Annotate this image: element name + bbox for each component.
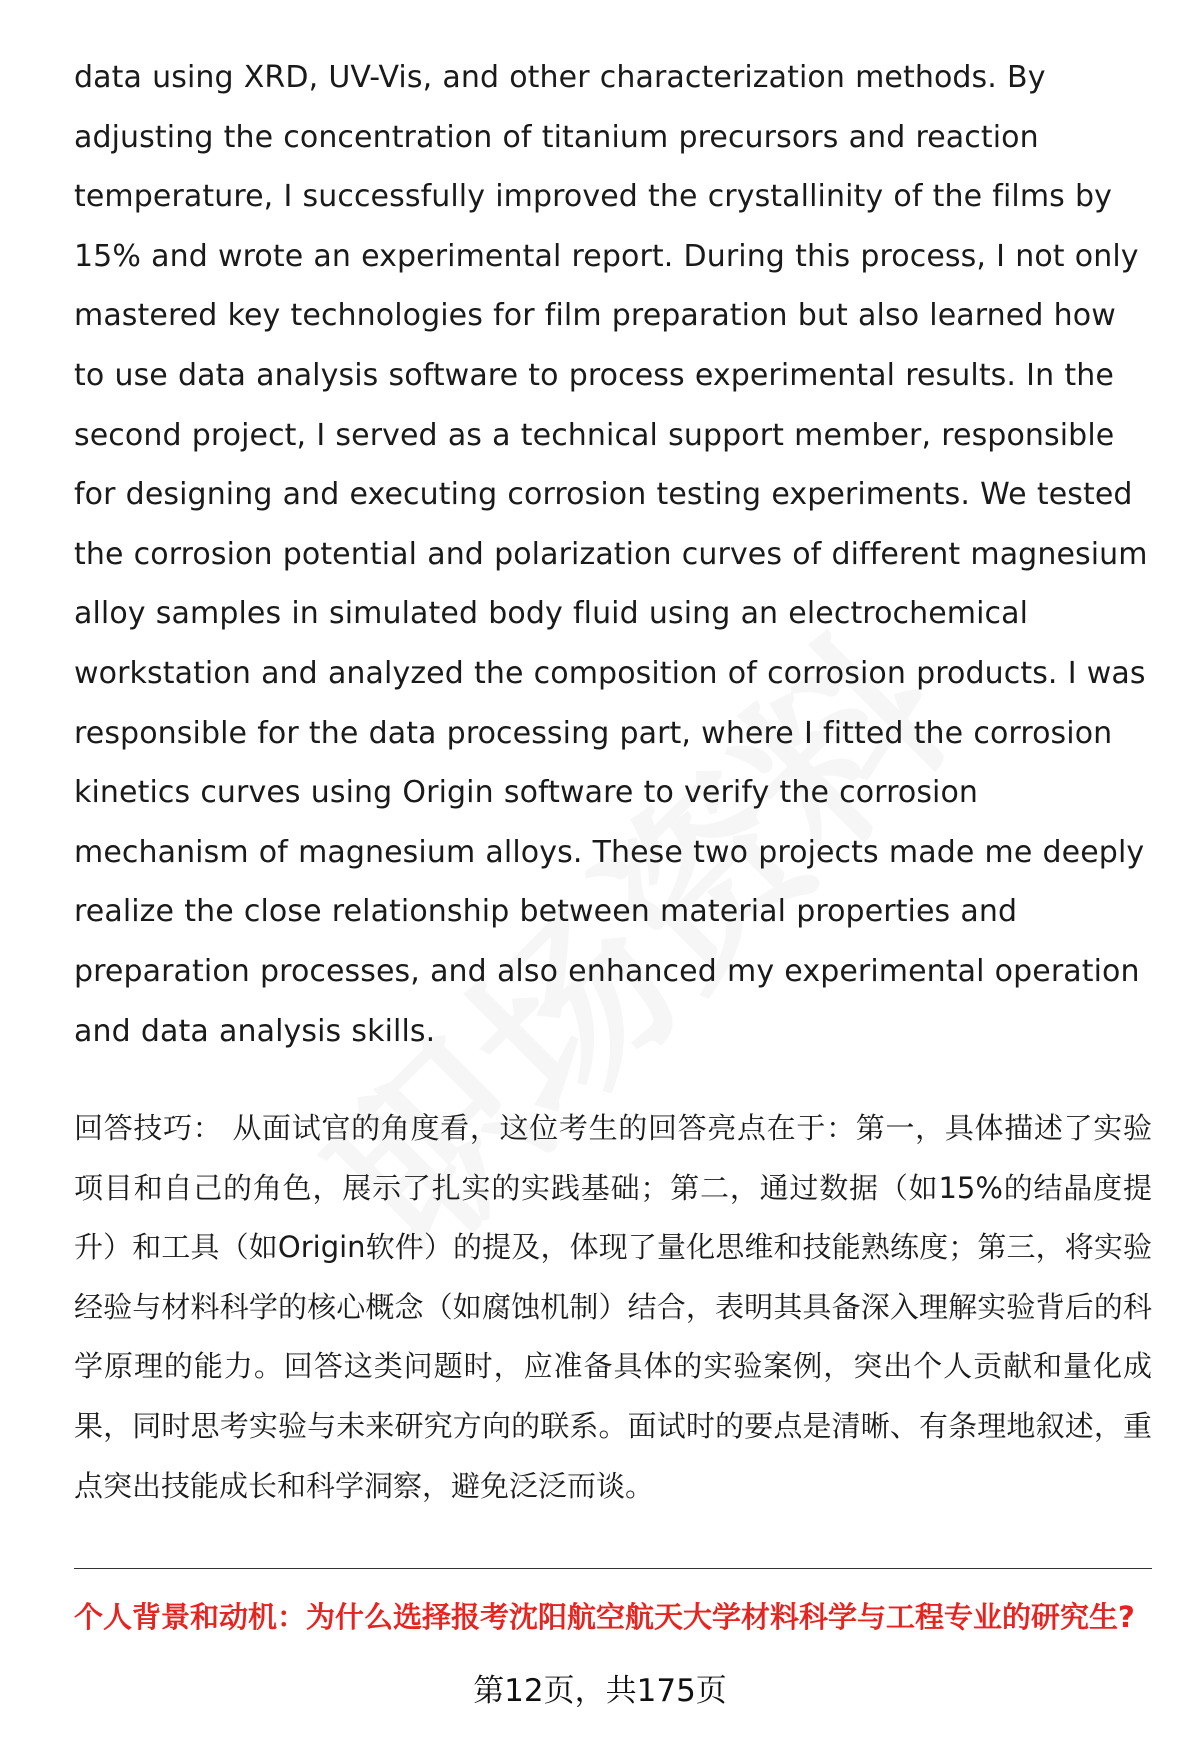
answer-paragraph: data using XRD, UV-Vis, and other characterization methods. By adjusting the concentration of titanium precursors and reaction temperature, I successfully improved the crystallinity of the films by 15% and wrote an experimental report. During this process, I not only mastered key technologies for film preparation but also learned how to use data analysis software to process experimental results. In the second project, I served as a technical support member, responsible for designing and executing corrosion testing experiments. We tested the corrosion potential and polarization curves of different magnesium alloy samples in simulated body fluid using an electrochemical workstation and analyzed the composition of corrosion products. I was responsible for the data processing part, where I fitted the corrosion kinetics curves using Origin software to verify the corrosion mechanism of magnesium alloys. These two projects made me deeply realize the close relationship between material properties and preparation processes, and also enhanced my experimental operation and data analysis skills. xyxy=(74,60,1148,1049)
answer-tips xyxy=(74,1099,1152,1516)
next-question-heading: 个人背景和动机：为什么选择报考沈阳航空航天大学材料科学与工程专业的研究生? xyxy=(74,1600,1135,1635)
section-divider xyxy=(74,1568,1152,1569)
tips-text: 从面试官的角度看，这位考生的回答亮点在于：第一，具体描述了实验项目和自己的角色，展示了扎实的实践基础；第二，通过数据（如15%的结晶度提升）和工具（如Origin软件）的提及，体现了量化思维和技能熟练度；第三，将实验经验与材料科学的核心概念（如腐蚀机制）结合，表明其具备深入理解实验背后的科学原理的能力。回答这类问题时，应准备具体的实验案例，突出个人贡献和量化成果，同时思考实验与未来研究方向的联系。面试时的要点是清晰、有条理地叙述，重点突出技能成长和科学洞察，避免泛泛而谈。 xyxy=(74,1111,1152,1503)
page-number: 第12页，共175页 xyxy=(473,1673,727,1709)
page-content xyxy=(74,48,1152,1637)
tips-label: 回答技巧： xyxy=(74,1111,223,1146)
